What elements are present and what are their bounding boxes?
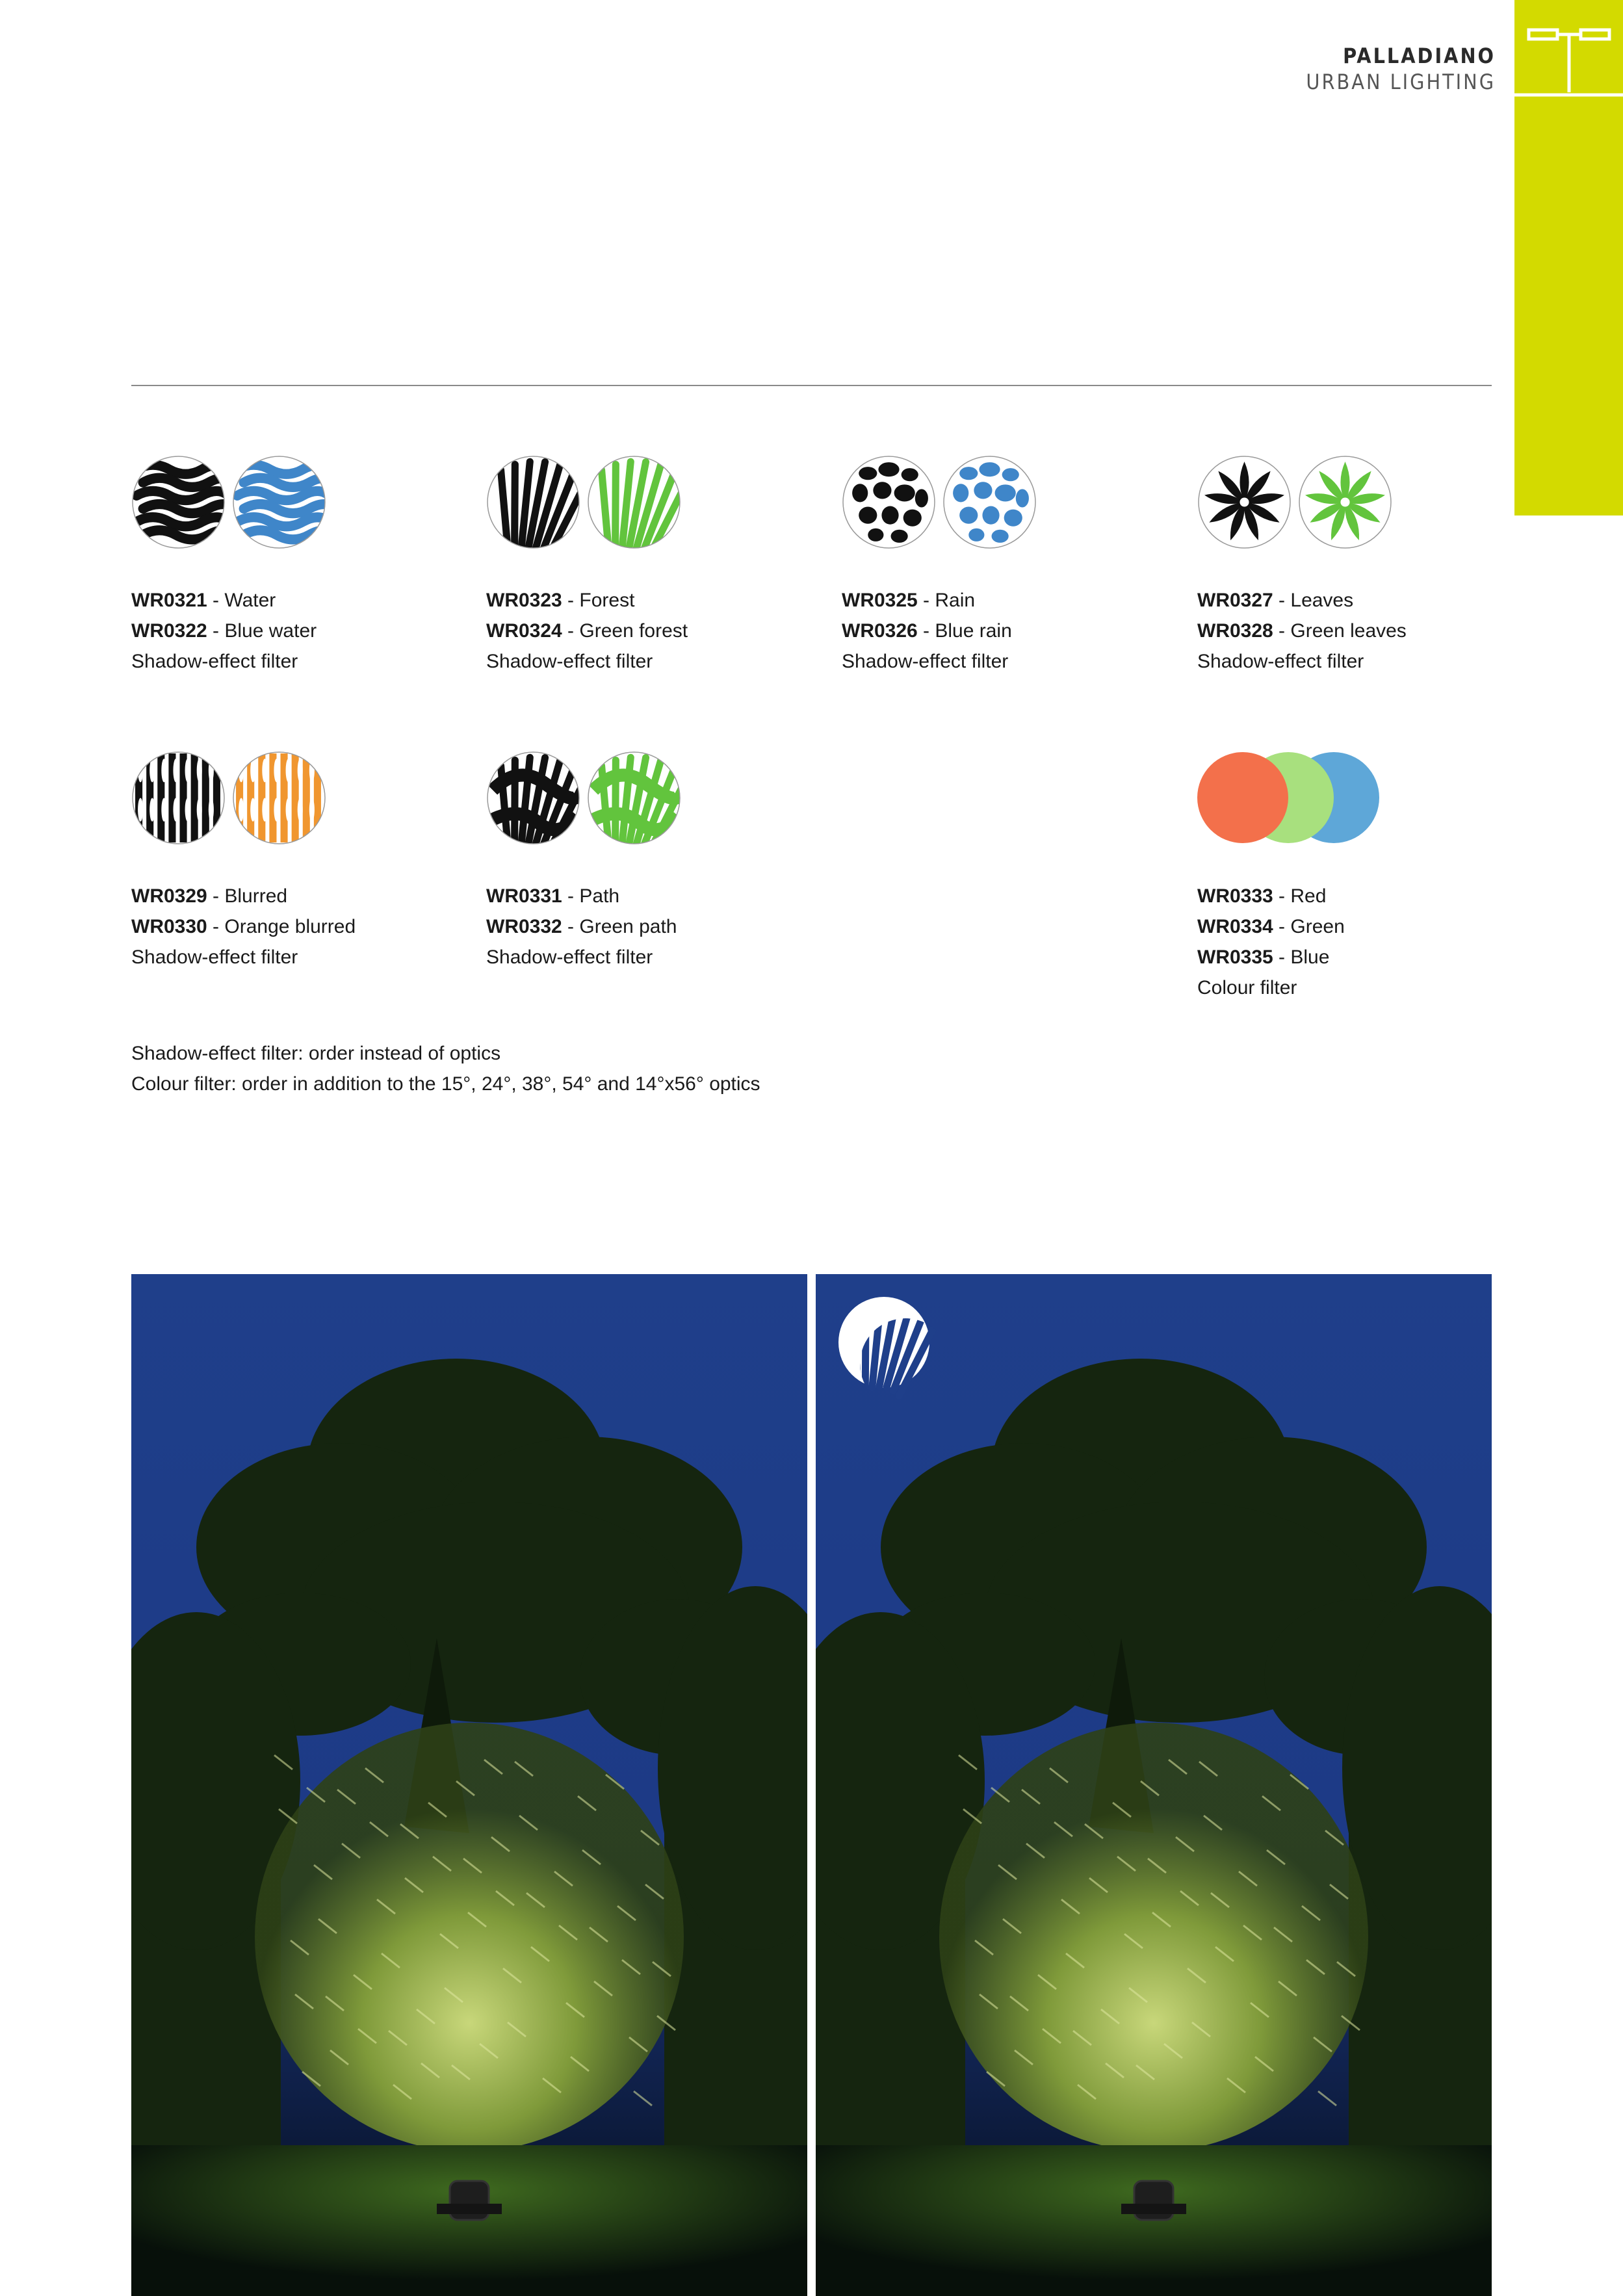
product-code: WR0321 — [131, 590, 207, 611]
brand-line-2: URBAN LIGHTING — [1306, 70, 1496, 94]
filter-swatches — [842, 455, 1180, 549]
filter-code-line — [1197, 881, 1345, 911]
filter-swatches — [486, 751, 824, 845]
product-code: WR0329 — [131, 885, 207, 907]
filter-type: Shadow-effect filter — [486, 946, 653, 968]
blurred-pattern-icon — [232, 751, 326, 845]
filter-caption — [1197, 585, 1407, 677]
product-code: WR0335 — [1197, 946, 1273, 968]
filter-code-line — [842, 585, 1012, 616]
filter-code-line — [131, 616, 317, 646]
product-code: WR0330 — [131, 916, 207, 937]
forest-pattern-icon — [587, 455, 681, 549]
leaves-pattern-icon — [1197, 455, 1292, 549]
filter-swatches — [131, 455, 469, 549]
filter-item — [486, 455, 824, 672]
filter-code-line — [1197, 585, 1407, 616]
section-divider — [131, 385, 1492, 386]
filter-item — [842, 455, 1180, 672]
filter-caption — [131, 585, 317, 677]
filter-type: Shadow-effect filter — [1197, 651, 1364, 672]
filter-code-line — [131, 585, 317, 616]
path-pattern-icon — [486, 751, 580, 845]
product-code: WR0334 — [1197, 916, 1273, 937]
filter-item — [1197, 751, 1535, 998]
filter-type: Colour filter — [1197, 977, 1297, 998]
filter-swatches — [486, 455, 824, 549]
water-pattern-icon — [131, 455, 226, 549]
filter-caption — [486, 881, 677, 972]
product-name: - Green path — [562, 916, 677, 937]
filter-swatches — [131, 751, 469, 845]
filter-caption — [486, 585, 688, 677]
path-pattern-icon — [587, 751, 681, 845]
product-name: - Leaves — [1273, 590, 1354, 611]
product-code: WR0332 — [486, 916, 562, 937]
product-code: WR0324 — [486, 620, 562, 642]
filter-item — [131, 751, 469, 968]
filter-code-line — [486, 585, 688, 616]
filter-code-line — [486, 911, 677, 942]
filter-code-line — [1197, 616, 1407, 646]
brand-line-1: PALLADIANO — [1343, 44, 1496, 68]
filter-swatches — [1197, 751, 1535, 845]
palladiano-logo-icon — [1514, 0, 1623, 98]
filter-caption — [842, 585, 1012, 677]
filter-item — [131, 455, 469, 672]
product-name: - Orange blurred — [207, 916, 356, 937]
rain-pattern-icon — [842, 455, 936, 549]
filter-type: Shadow-effect filter — [486, 651, 653, 672]
filter-item — [486, 751, 824, 968]
product-name: - Red — [1273, 885, 1327, 907]
filter-code-line — [131, 911, 356, 942]
product-name: - Blue water — [207, 620, 317, 642]
illuminated-bamboo-tree-with-forest-filter-photo — [816, 1274, 1492, 2296]
product-name: - Water — [207, 590, 276, 611]
product-name: - Green leaves — [1273, 620, 1407, 642]
product-code: WR0333 — [1197, 885, 1273, 907]
filter-code-line — [131, 881, 356, 911]
product-name: - Forest — [562, 590, 635, 611]
illuminated-bamboo-tree-photo — [131, 1274, 807, 2296]
brand-name — [1306, 43, 1496, 95]
filter-code-line — [1197, 911, 1345, 942]
rain-pattern-icon — [942, 455, 1037, 549]
brand-color-bar — [1514, 0, 1623, 515]
filter-code-line — [486, 881, 677, 911]
filter-caption — [1197, 881, 1345, 1003]
filter-item — [1197, 455, 1535, 672]
photo-bamboo-plain — [131, 1274, 807, 2296]
product-name: - Blue rain — [917, 620, 1012, 642]
leaves-pattern-icon — [1298, 455, 1392, 549]
filter-type: Shadow-effect filter — [131, 946, 298, 968]
colour-filter-circles-icon — [1197, 751, 1386, 845]
filter-caption — [131, 881, 356, 972]
filter-type: Shadow-effect filter — [842, 651, 1009, 672]
filter-code-line — [1197, 942, 1345, 972]
product-code: WR0323 — [486, 590, 562, 611]
product-code: WR0325 — [842, 590, 918, 611]
note-shadow-filter: Shadow-effect filter: order instead of optics — [131, 1043, 501, 1064]
product-name: - Rain — [917, 590, 976, 611]
product-name: - Green — [1273, 916, 1345, 937]
photo-bamboo-forest-filter — [816, 1274, 1492, 2296]
product-name: - Green forest — [562, 620, 688, 642]
note-colour-filter: Colour filter: order in addition to the 15°, 24°, 38°, 54° and 14°x56° optics — [131, 1073, 760, 1095]
filter-type: Shadow-effect filter — [131, 651, 298, 672]
water-pattern-icon — [232, 455, 326, 549]
blurred-pattern-icon — [131, 751, 226, 845]
product-name: - Blurred — [207, 885, 288, 907]
forest-pattern-icon — [486, 455, 580, 549]
filter-code-line — [486, 616, 688, 646]
product-code: WR0331 — [486, 885, 562, 907]
product-name: - Blue — [1273, 946, 1330, 968]
filter-code-line — [842, 616, 1012, 646]
product-code: WR0327 — [1197, 590, 1273, 611]
ordering-notes — [131, 1038, 760, 1099]
filter-swatches — [1197, 455, 1535, 549]
product-code: WR0326 — [842, 620, 918, 642]
product-name: - Path — [562, 885, 620, 907]
product-code: WR0328 — [1197, 620, 1273, 642]
product-code: WR0322 — [131, 620, 207, 642]
